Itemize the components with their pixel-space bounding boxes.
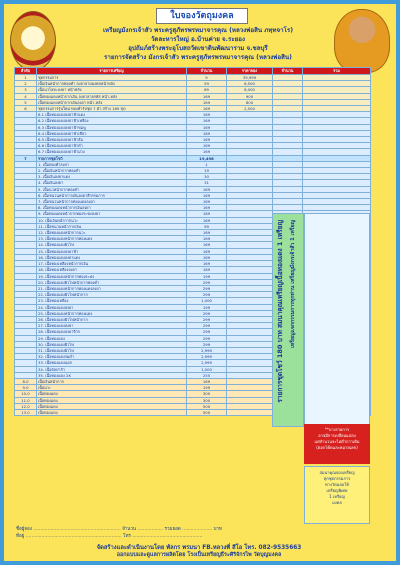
coin-name: 29. เนื้อทองแดง (37, 335, 187, 341)
coin-name: 1. เนื้อทองคำลงยา (37, 161, 187, 167)
coin-name: 26. เนื้อทองแดงผิวไฟหน้ากาก (37, 316, 187, 322)
coin-name: 10. เนื้อเงินหน้ากากนวะ (37, 217, 187, 223)
header-line-3: อุปถัมภ์สร้างพระอุโบสถวัดเขาดินพัฒนาราม จ.ชลบุรี (128, 45, 268, 52)
coin-name: 12. เนื้อทองแดงหน้ากากนวะ (37, 230, 187, 236)
gift-line: 1 เหรียญ (329, 494, 345, 499)
coin-quantity: 19 (187, 168, 227, 174)
header-line-1: เหรียญมังกรเจ้าสัว พระครูสุภัทรพรหมาจารคุณ (หลวงพ่อสิน ภทฺทจาโร) (102, 27, 294, 34)
coin-name: เนื้อทองแดง (37, 409, 187, 415)
coin-quantity: 169 (187, 261, 227, 267)
coin-quantity: 299 (187, 341, 227, 347)
coin-quantity: 299 (187, 279, 227, 285)
coin-name: 33. เนื้อทองแดงนอก (37, 360, 187, 366)
coin-name: 31. เนื้อทองแดงผิวไฟ (37, 347, 187, 353)
booking-price: 900 (227, 93, 273, 99)
notice-line: (ตอกโค้ดและหมายเลข) (316, 445, 358, 450)
coin-name: 16. เนื้อทองแดงลงยาแดง (37, 254, 187, 260)
coin-name: 17. เนื้อทองเหลืองหน้ากากเงิน (37, 261, 187, 267)
row-number: 8.0 (15, 378, 37, 384)
booker-address-row (16, 532, 370, 539)
coin-quantity: 2,999 (187, 347, 227, 353)
coin-name: เนื้อทองแดง (37, 391, 187, 397)
coin-quantity: 9 (187, 75, 227, 81)
coin-quantity: 300 (187, 397, 227, 403)
coin-name: 24. เนื้อทองแดงลงยา (37, 304, 187, 310)
coin-name: รายการชุดโชว์ (37, 155, 187, 161)
tel-field[interactable]: ................................................. (132, 534, 203, 539)
coin-quantity: 169 (187, 149, 227, 155)
coin-quantity: 169 (187, 199, 227, 205)
coin-quantity: 169 (187, 205, 227, 211)
coin-quantity: 30 (187, 174, 227, 180)
footer-credit-line-2: ออกแบบและดูแลการผลิตโดย โรงเป็นเหรียญธีระศิริจักรไพ วัดบุญมงคล (116, 552, 282, 558)
coin-quantity: 69 (187, 87, 227, 93)
booker-name-row (16, 525, 370, 532)
qty-label: จำนวน (122, 527, 136, 532)
coin-name: 34. เนื้ออัลปาก้า (37, 366, 187, 372)
coin-name: 6.2 เนื้อทองแดงลงยาฟ้าเหลือง (37, 118, 187, 124)
coin-name: 20. เนื้อทองแดงผิวไฟหน้ากากทองคำ (37, 279, 187, 285)
coin-name: 5. เนื้อนวหน้ากากทองคำ (37, 186, 187, 192)
coin-name: 8. เนื้อทองแดงหน้ากากเงินลงยา (37, 205, 187, 211)
coin-name: ชุดกรรมการ (37, 75, 187, 81)
booking-price (227, 409, 273, 415)
coin-quantity: 169 (187, 137, 227, 143)
coin-quantity: 299 (187, 335, 227, 341)
row-number: 2 (15, 81, 37, 87)
coin-name: เนื้อทองแดง (37, 397, 187, 403)
tel-label: โทร (123, 534, 131, 539)
column-header: ลำดับ (15, 68, 37, 75)
column-header: รายการเหรียญ (37, 68, 187, 75)
coin-quantity: 169 (187, 118, 227, 124)
footer-credit-line-1: จัดสร้างและดำเนินงานโดย พัลกร พรมนา FB.หลวงพี่ สีโอ โทร. 082-9535663 (96, 545, 302, 551)
coin-name: 9. เนื้อทองแดงหน้ากากทองระฆังลงยา (37, 211, 187, 217)
coin-quantity: 169 (187, 230, 227, 236)
coin-quantity: 19,498 (187, 155, 227, 161)
coin-quantity: 299 (187, 316, 227, 322)
baht-unit: บาท (213, 527, 222, 532)
coin-name: 21. เนื้อทองแดงหน้ากากทองแดงลงยา (37, 285, 187, 291)
coin-quantity: 59 (187, 81, 227, 87)
column-header: ราคาจอง (227, 68, 273, 75)
coin-quantity: 300 (187, 391, 227, 397)
name-field[interactable]: ............................................................. (33, 527, 121, 532)
coin-name: เนื้อทองแดงหน้ากากเงิน ลงยาลายรหัส หน้า-หลัง (37, 93, 187, 99)
coin-name: 15. เนื้อทองแดงลงยาฟ้า (37, 248, 187, 254)
coin-name: เนื้อนวโลหะลงยา หน้าหลัง (37, 87, 187, 93)
coin-quantity: 169 (187, 99, 227, 105)
row-number: 12.0 (15, 403, 37, 409)
coin-name: 25. เนื้อทองแดงหน้ากากทองแดง (37, 310, 187, 316)
header-line-4: รายการจัดสร้าง มังกรเจ้าสัว พระครูสุภัทรพรหมาจารคุณ (หลวงพ่อสิน) (104, 54, 292, 61)
coin-quantity: 169 (187, 130, 227, 136)
coin-name: 6.6 เนื้อทองแดงลงยาฟ้าดำ (37, 143, 187, 149)
header-line-2: วัดละหารใหญ่ อ.บ้านค่าย จ.ระยอง (150, 36, 246, 43)
coin-quantity: 199 (187, 385, 227, 391)
row-number: 9.0 (15, 385, 37, 391)
coin-name: 11. เนื้อชนวนหน้ากากเงิน (37, 223, 187, 229)
promo-vertical-text: รายการชุดโชว์ 180 บาท สมนาคุณเหรียญเนื้อทองแดง 1 เหรียญ (276, 220, 284, 403)
booking-price: 2,500 (227, 106, 273, 112)
row-number: 1 (15, 75, 37, 81)
coin-quantity: 299 (187, 292, 227, 298)
notice-line: อาจมีการเปลี่ยนแปลง (318, 433, 356, 438)
address-field[interactable]: ................................................................... (25, 534, 122, 539)
monk-portrait-image (334, 9, 390, 73)
coin-quantity: 169 (187, 267, 227, 273)
coin-quantity: 299 (187, 285, 227, 291)
coin-quantity: 299 (187, 310, 227, 316)
coin-name: 35. เนื้อทองแดง 2K (37, 372, 187, 378)
booking-price: 6,000 (227, 87, 273, 93)
booking-form-page (4, 4, 396, 561)
coin-name: 6.3 เนื้อทองแดงลงยาฟ้าชมพู (37, 124, 187, 130)
name-label: ชื่อผู้จอง (16, 527, 32, 532)
coin-quantity: 169 (187, 378, 227, 384)
coin-name: 6.5 เนื้อทองแดงลงยาฟ้าส้ม (37, 137, 187, 143)
coin-quantity: 169 (187, 192, 227, 198)
coin-name: 19. เนื้อทองแดงหน้ากากทองระฆัง (37, 273, 187, 279)
coin-quantity: 169 (187, 254, 227, 260)
coin-quantity: 169 (187, 236, 227, 242)
coin-quantity: 299 (187, 323, 227, 329)
coin-name: 6.4 เนื้อทองแดงลงยาฟ้าเขียว (37, 130, 187, 136)
coin-quantity: 299 (187, 329, 227, 335)
gift-line: เหรียญพิเศษ (326, 488, 348, 493)
coin-name: 23. เนื้อทองเหลือง (37, 298, 187, 304)
coin-quantity: 169 (187, 143, 227, 149)
notice-line: **บางรายการ (324, 427, 350, 432)
address-label: ที่อยู่ (16, 534, 25, 539)
coin-name: 28. เนื้อทองแดงลงยาจีวร (37, 329, 187, 335)
column-header: รวม (303, 68, 371, 75)
gift-line: สมนาคุณจองเหรียญ (319, 470, 355, 475)
total-field[interactable]: ..................... (182, 527, 213, 532)
qty-field[interactable]: .................. (137, 527, 164, 532)
table-header-row (15, 68, 371, 75)
coin-name: 13. เนื้อทองแดงหน้ากากทองแดง (37, 236, 187, 242)
row-number: 6 (15, 106, 37, 112)
coin-quantity: 99 (187, 223, 227, 229)
coin-quantity: 169 (187, 186, 227, 192)
gift-notice-box (304, 466, 370, 524)
coin-quantity: 169 (187, 93, 227, 99)
order-column-panel (304, 213, 370, 427)
coin-quantity: 2,999 (187, 360, 227, 366)
row-number: 4 (15, 93, 37, 99)
committee-vertical-text: เหรียญแจกกรรมการทุกท่าน เหรียญมังกรเจ้าสัว 1 เหรียญ (290, 220, 296, 348)
coin-quantity: 31 (187, 180, 227, 186)
coin-quantity: 169 (187, 211, 227, 217)
coin-name: 4. เนื้อเงินลงยา (37, 180, 187, 186)
coin-quantity: 255 (187, 372, 227, 378)
coin-name: 3. เนื้อเงินลงยาแดง (37, 174, 187, 180)
coin-quantity: 1 (187, 161, 227, 167)
form-title: ใบจองวัตถุมงคล (156, 8, 248, 24)
coin-name: ชุดกรรมการรุ่นใหม่ ทองคำรับชุด 7 ตัว สร้าง 169 ชุด (37, 106, 187, 112)
booking-price: 39,999 (227, 75, 273, 81)
coin-name: 30. เนื้อทองแดงผิวไฟ (37, 341, 187, 347)
coin-quantity: 169 (187, 112, 227, 118)
coin-name: 27. เนื้อทองแดงลงยา (37, 323, 187, 329)
coin-name: 6.1 เนื้อทองแดงลงยาฟ้าแดง (37, 112, 187, 118)
coin-name: 14. เนื้อทองแดงผิวไฟ (37, 242, 187, 248)
row-number: 11.0 (15, 397, 37, 403)
column-header: จำนวน (273, 68, 303, 75)
promo-vertical-panel (272, 213, 304, 427)
booking-price: 800 (227, 99, 273, 105)
coin-name: เนื้อทองแดง (37, 403, 187, 409)
total-label: รวมยอด (164, 527, 181, 532)
coin-quantity: 500 (187, 409, 227, 415)
row-number: 13.0 (15, 409, 37, 415)
coin-name: 18. เนื้อทองเหลืองลงยา (37, 267, 187, 273)
coin-quantity: 1,000 (187, 298, 227, 304)
coin-quantity: 199 (187, 273, 227, 279)
coin-quantity: 169 (187, 124, 227, 130)
coin-quantity: 500 (187, 403, 227, 409)
coin-name: 32. เนื้อทองแดงรมดำ (37, 354, 187, 360)
temple-seal-image (10, 11, 56, 71)
coin-quantity: 199 (187, 304, 227, 310)
row-number: 3 (15, 87, 37, 93)
booking-price: 6,500 (227, 81, 273, 87)
coin-name: 6. เนื้อชนวนหน้ากากเงินลงยาสีกรรมการ (37, 192, 187, 198)
notice-line: แต่จำนวนจะไม่ต่ำกว่าเดิม (314, 439, 360, 444)
coin-name: เนื้อเงินหน้ากาก (37, 378, 187, 384)
gift-line: ทุกชุดกรรมการ (323, 476, 351, 481)
coin-name: 7. เนื้อชนวนหน้ากากทองแดงลงยา (37, 199, 187, 205)
coin-name: 22. เนื้อทองแดงผิวไฟหน้ากาก (37, 292, 187, 298)
column-header: จำนวน (187, 68, 227, 75)
coin-quantity: 169 (187, 248, 227, 254)
coin-name: 2. เนื้อเงินหน้ากากทองคำ (37, 168, 187, 174)
row-number: 7 (15, 155, 37, 161)
row-number: 10.0 (15, 391, 37, 397)
coin-quantity: 169 (187, 106, 227, 112)
coin-name: เนื้อนวะ (37, 385, 187, 391)
coin-quantity: 169 (187, 242, 227, 248)
gift-line: ทางวัดมอบให้ (325, 482, 349, 487)
coin-name: เนื้อเงินหน้ากากทองคำ ลงยาลายมงคลหน้าหลัง (37, 81, 187, 87)
coin-quantity: 2,999 (187, 354, 227, 360)
coin-name: เนื้อทองแดงหน้ากากเงินลงยา หน้า-หลัง (37, 99, 187, 105)
coin-quantity: 1,000 (187, 366, 227, 372)
coin-name: 6.7 เนื้อทองแดงลงยาฟ้าม่วง (37, 149, 187, 155)
coin-quantity: 169 (187, 217, 227, 223)
row-number: 5 (15, 99, 37, 105)
gift-line: มงคล (332, 500, 342, 505)
change-notice-box (304, 424, 370, 464)
